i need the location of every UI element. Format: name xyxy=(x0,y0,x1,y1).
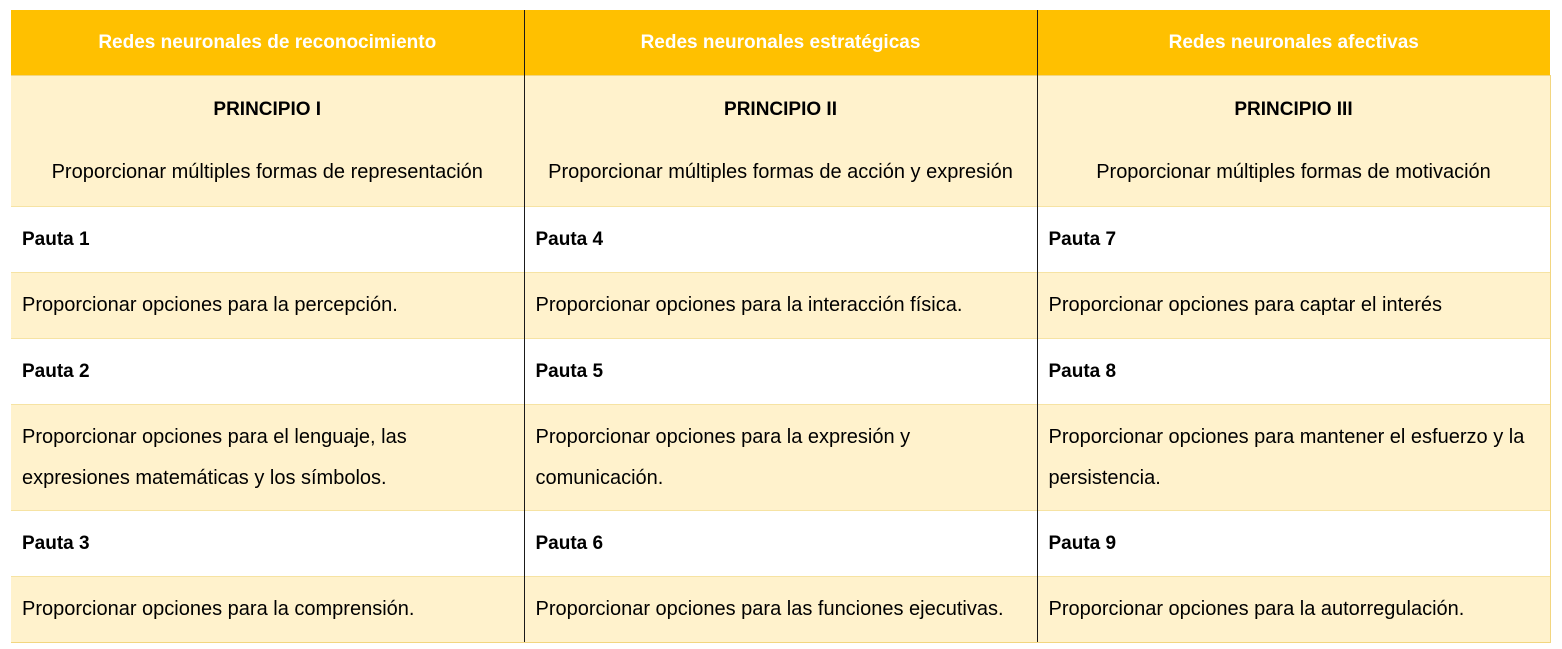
header-cell-affective: Redes neuronales afectivas xyxy=(1037,10,1550,76)
principle-cell-2 xyxy=(524,76,1037,207)
principle-description: Proporcionar múltiples formas de motivación xyxy=(1096,160,1491,183)
guideline-text: Proporcionar opciones para la comprensión. xyxy=(11,577,524,643)
guideline-label: Pauta 9 xyxy=(1037,511,1550,577)
principle-row xyxy=(11,76,1550,207)
guideline-label: Pauta 1 xyxy=(11,207,524,273)
principle-cell-1 xyxy=(11,76,524,207)
principle-cell-3 xyxy=(1037,76,1550,207)
dua-principles-table xyxy=(11,10,1551,643)
guideline-label: Pauta 3 xyxy=(11,511,524,577)
guideline-label: Pauta 7 xyxy=(1037,207,1550,273)
header-cell-strategic: Redes neuronales estratégicas xyxy=(524,10,1037,76)
guideline-label: Pauta 8 xyxy=(1037,339,1550,405)
guideline-label: Pauta 5 xyxy=(524,339,1037,405)
guideline-text: Proporcionar opciones para las funciones ejecutivas. xyxy=(524,577,1037,643)
guideline-text: Proporcionar opciones para la expresión y comunicación. xyxy=(524,405,1037,511)
guideline-text: Proporcionar opciones para la interacción física. xyxy=(524,273,1037,339)
principle-description: Proporcionar múltiples formas de representación xyxy=(51,160,483,183)
guideline-text: Proporcionar opciones para la percepción. xyxy=(11,273,524,339)
principle-description: Proporcionar múltiples formas de acción y expresión xyxy=(548,160,1013,183)
principle-title: PRINCIPIO III xyxy=(1234,98,1353,120)
guideline-text-row xyxy=(11,273,1550,339)
guideline-text-row xyxy=(11,405,1550,511)
guideline-label: Pauta 2 xyxy=(11,339,524,405)
guideline-label: Pauta 6 xyxy=(524,511,1037,577)
guideline-text: Proporcionar opciones para mantener el esfuerzo y la persistencia. xyxy=(1037,405,1550,511)
principle-title: PRINCIPIO I xyxy=(213,98,322,120)
guideline-text-row xyxy=(11,577,1550,643)
principle-title: PRINCIPIO II xyxy=(724,98,837,120)
header-row xyxy=(11,10,1550,76)
header-cell-recognition: Redes neuronales de reconocimiento xyxy=(11,10,524,76)
guideline-label: Pauta 4 xyxy=(524,207,1037,273)
guideline-text: Proporcionar opciones para captar el interés xyxy=(1037,273,1550,339)
guideline-text: Proporcionar opciones para la autorregulación. xyxy=(1037,577,1550,643)
guideline-label-row xyxy=(11,339,1550,405)
guideline-label-row xyxy=(11,511,1550,577)
guideline-text: Proporcionar opciones para el lenguaje, las expresiones matemáticas y los símbolos. xyxy=(11,405,524,511)
guideline-label-row xyxy=(11,207,1550,273)
